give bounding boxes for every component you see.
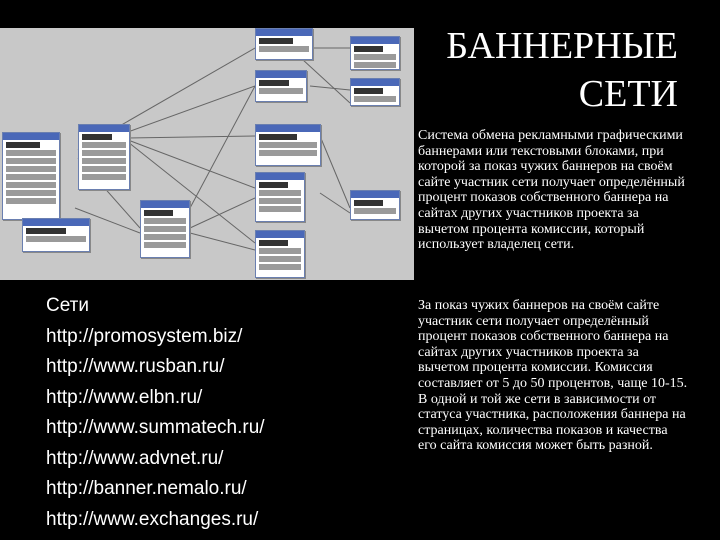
schema-table	[350, 190, 400, 220]
link-item[interactable]: http://promosystem.biz/	[46, 325, 243, 347]
schema-table	[2, 132, 60, 220]
schema-table	[255, 172, 305, 222]
link-item[interactable]: http://www.elbn.ru/	[46, 386, 203, 408]
link-item[interactable]: http://www.summatech.ru/	[46, 417, 265, 438]
link-item[interactable]: http://banner.nemalo.ru/	[46, 478, 247, 499]
schema-table	[255, 230, 305, 278]
schema-table	[78, 124, 130, 190]
links-heading: Сети	[46, 295, 89, 316]
schema-table	[22, 218, 90, 252]
commission-paragraph: За показ чужих баннеров на своём сайте участник сети получает определённый процент показов собственного баннера на сайтах других участников проекта за вычетом процента комиссии. Комиссия составляет от 5 до 50 процентов, чаще 10-15. В одной и той же сети в зависимости от статуса участника, расположения баннера на страницах, количества показов и качества его сайта комиссия может быть разной.	[418, 298, 688, 454]
network-links-list	[46, 291, 265, 535]
title-line: СЕТИ	[578, 73, 678, 115]
schema-table	[140, 200, 190, 258]
schema-table	[255, 28, 313, 60]
link-item[interactable]: http://www.rusban.ru/	[46, 356, 225, 377]
link-item[interactable]: http://www.advnet.ru/	[46, 447, 224, 469]
description-paragraph: Система обмена рекламными графическими баннерами или текстовыми блоками, при которой за показ чужих баннеров на своём сайте участник сети получает определённый процент показов собственного баннера на сайтах других участников проекта за вычетом процента комиссии, который использует владелец сети.	[418, 128, 685, 253]
slide-title	[418, 22, 678, 118]
schema-table	[255, 70, 307, 102]
schema-table	[350, 78, 400, 106]
schema-table	[255, 124, 321, 166]
title-line: БАННЕРНЫЕ	[446, 25, 678, 67]
link-item[interactable]: http://www.exchanges.ru/	[46, 508, 259, 530]
database-schema-image	[0, 28, 414, 280]
schema-table	[350, 36, 400, 70]
